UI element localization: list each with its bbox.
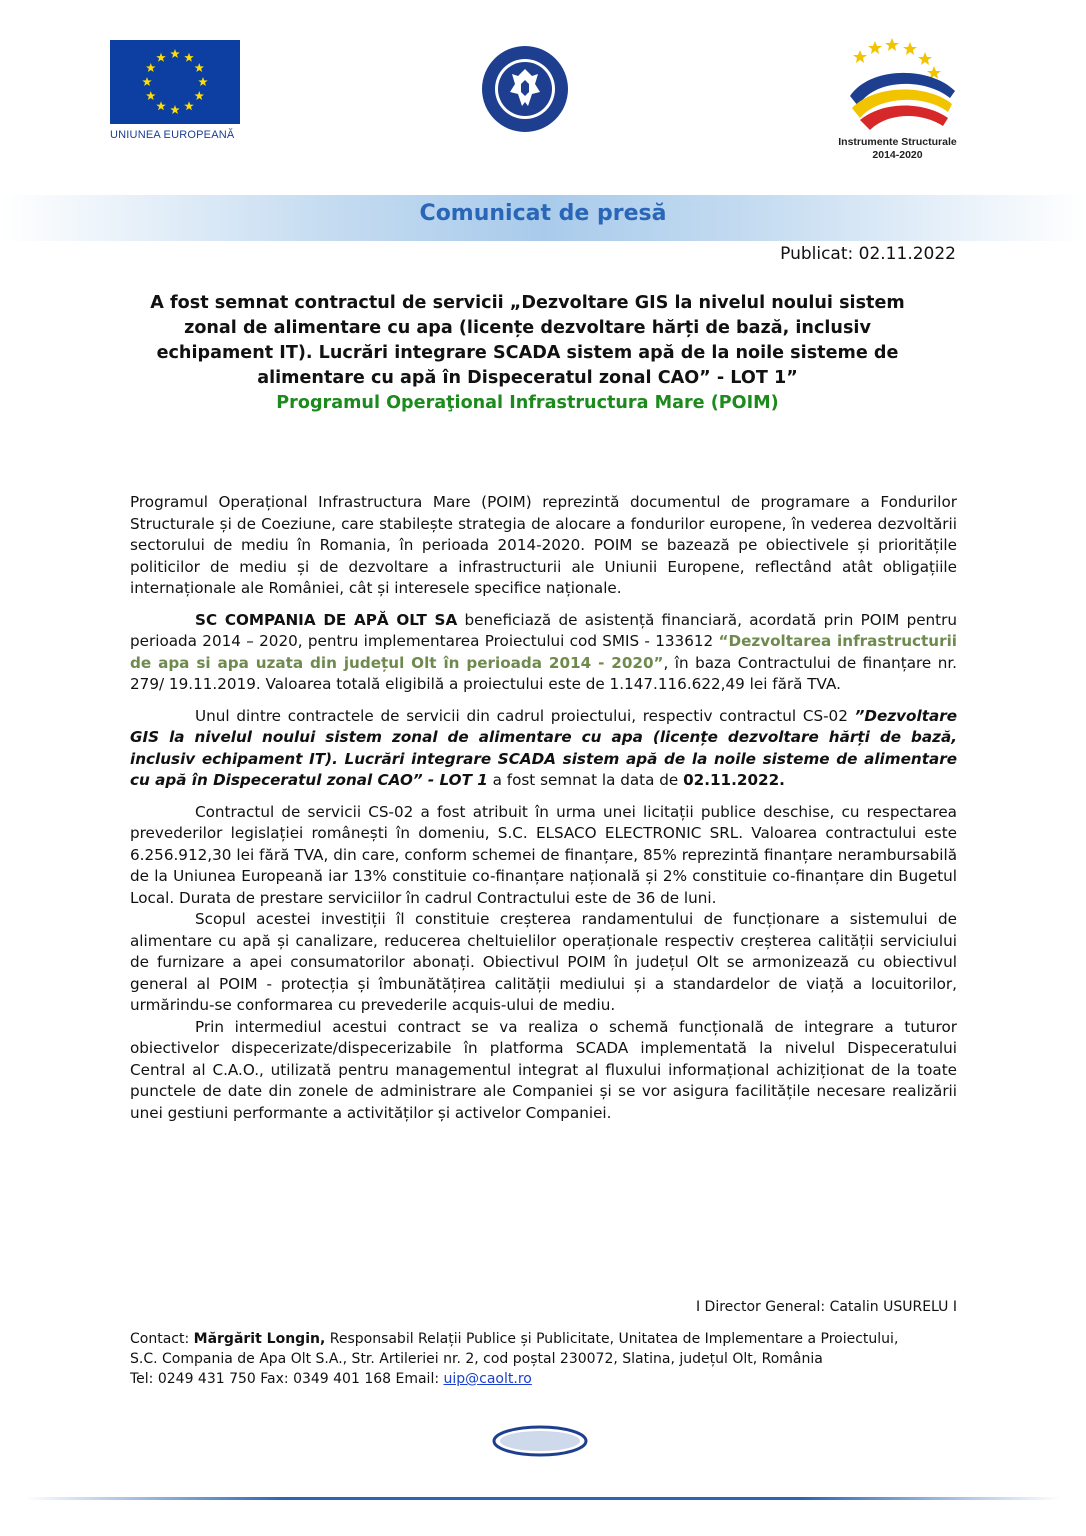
- romanian-government-logo: [480, 44, 570, 134]
- paragraph-2-text-b: , în baza Contractului de finanțare nr. 279/ 19.11.2019. Valoarea totală eligibilă a proiectului este de 1.147.116.622,49 lei fără TVA.: [130, 653, 957, 693]
- eu-star-icon: [194, 91, 204, 100]
- eu-star-icon: [156, 101, 166, 110]
- eu-flag-icon: [110, 40, 240, 124]
- headline-text: A fost semnat contractul de servicii „Dezvoltare GIS la nivelul noului sistem zonal de alimentare cu apa (licențe dezvoltare hărți de bază, inclusiv echipament IT). Lucrări integrare SCADA sistem apă de la noile sisteme de alimentare cu apă în Dispeceratul zonal CAO” - LOT 1”: [150, 293, 905, 388]
- eu-star-icon: [142, 77, 152, 86]
- paragraph-2: [130, 610, 957, 696]
- paragraph-2-text-a: beneficiază de asistență financiară, acordată prin POIM pentru perioada 2014 – 2020, pentru implementarea Proiectului cod SMIS - 133612: [130, 610, 957, 650]
- si-caption-line1: Instrumente Structurale: [838, 136, 957, 148]
- paragraph-3: [130, 706, 957, 792]
- signing-date: 02.11.2022.: [683, 771, 785, 789]
- structural-instruments-logo: [830, 36, 965, 161]
- eu-star-icon: [146, 63, 156, 72]
- email-link[interactable]: uip@caolt.ro: [443, 1371, 532, 1387]
- eu-logo: [110, 40, 240, 142]
- company-name: SC COMPANIA DE APĂ OLT SA: [195, 610, 458, 629]
- cao-logo: [490, 1415, 590, 1460]
- eu-star-icon: [170, 49, 180, 58]
- paragraph-6: Prin intermediul acestui contract se va realiza o schemă funcțională de integrare a tuturor obiectivelor dispecerizate/dispecerizabile în platforma SCADA implementată la nivelul Dispeceratului Central al C.A.O., utilizată pentru managementul integrat al fluxului informațional achiziționat de la toate punctele de date din zonele de administrare ale Companiei și se vor asigura facilitățile necesare realizării unei gestiuni performante a activităților și activelor Companiei.: [130, 1017, 957, 1122]
- paragraph-3-text-a: Unul dintre contractele de servicii din cadrul proiectului, respectiv contractul CS-02: [195, 706, 855, 725]
- eu-star-icon: [156, 53, 166, 62]
- paragraph-1: Programul Operațional Infrastructura Mare (POIM) reprezintă documentul de programare a Fondurilor Structurale și de Coeziune, care stabilește strategia de alocare a fondurilor europene, în vederea dezvoltării sectorului de mediu în Romania, în perioada 2014-2020. POIM se bazează pe obiectivele și prioritățile politicilor de mediu și de dezvoltare a infrastructurii ale Uniunii Europene, reflectând atât obligațiile internaționale ale României, cât și interesele specifice naționale.: [130, 493, 957, 597]
- eu-star-icon: [170, 105, 180, 114]
- si-caption-line2: 2014-2020: [872, 149, 923, 161]
- eu-star-icon: [198, 77, 208, 86]
- contact-line-2: S.C. Compania de Apa Olt S.A., Str. Artileriei nr. 2, cod poștal 230072, Slatina, județul Olt, România: [130, 1351, 823, 1367]
- paragraph-4: Contractul de servicii CS-02 a fost atribuit în urma unei licitații publice deschise, cu respectarea prevederilor legislației românești în domeniu, S.C. ELSACO ELECTRONIC SRL. Valoarea contractului este 6.256.912,30 lei fără TVA, din care, conform schemei de finanțare, 85% reprezintă finanțare nerambursabilă de la Uniunea Europeană iar 13% constituie co-finanțare națională și 2% constituie co-finanțare din Bugetul Local. Durata de prestare serviciilor în cadrul Contractului este de 36 de luni.: [130, 802, 957, 907]
- contact-line-3: [130, 1369, 960, 1389]
- article-body: [130, 492, 957, 1124]
- director-signature: I Director General: Catalin USURELU I: [695, 1299, 957, 1315]
- contact-name: Mărgărit Longin,: [193, 1331, 326, 1347]
- contact-phones: Tel: 0249 431 750 Fax: 0349 401 168 Email:: [130, 1371, 444, 1387]
- page-title: Comunicat de presă: [419, 201, 667, 226]
- publication-date: Publicat: 02.11.2022: [780, 244, 956, 264]
- project-name: “Dezvoltarea infrastructurii de apa si apa uzata din județul Olt în perioada 2014 - 2020”: [130, 632, 957, 672]
- eu-caption: UNIUNEA EUROPEANĂ: [110, 129, 235, 141]
- title-banner: [0, 195, 1086, 241]
- paragraph-5: Scopul acestei investiții îl constituie creșterea randamentului de funcționare a sistemului de alimentare cu apă și canalizare, reducerea cheltuielilor operaționale respectiv creșterea calității serviciului de furnizare a apei consumatorilor abonați. Obiectivul POIM în județul Olt se armonizează cu obiectivul general al POIM - protecția și îmbunătățirea calității mediului și a standardelor de viață a locuitorilor, urmărindu-se conformarea cu prevederile acquis-ului de mediu.: [130, 910, 957, 1014]
- program-name: Programul Operaţional Infrastructura Mare (POIM): [276, 393, 779, 413]
- headline: [130, 291, 925, 416]
- eu-star-icon: [194, 63, 204, 72]
- contact-role: Responsabil Relații Publice și Publicitate, Unitatea de Implementare a Proiectului,: [325, 1331, 899, 1347]
- contact-line-1: [130, 1329, 960, 1349]
- eu-star-icon: [184, 101, 194, 110]
- paragraph-3-text-b: a fost semnat la data de: [487, 771, 684, 789]
- eu-star-icon: [184, 53, 194, 62]
- contact-block: [130, 1329, 960, 1389]
- bottom-divider: [25, 1497, 1061, 1500]
- contact-label: Contact:: [130, 1331, 194, 1347]
- eu-star-icon: [146, 91, 156, 100]
- contract-title: ”Dezvoltare GIS la nivelul noului sistem zonal de alimentare cu apa (licențe dezvoltare hărți de bază, inclusiv echipament IT). Lucrări integrare SCADA sistem apă de la noile sisteme de alimentare cu apă în Dispeceratul zonal CAO” - LOT 1: [130, 706, 957, 789]
